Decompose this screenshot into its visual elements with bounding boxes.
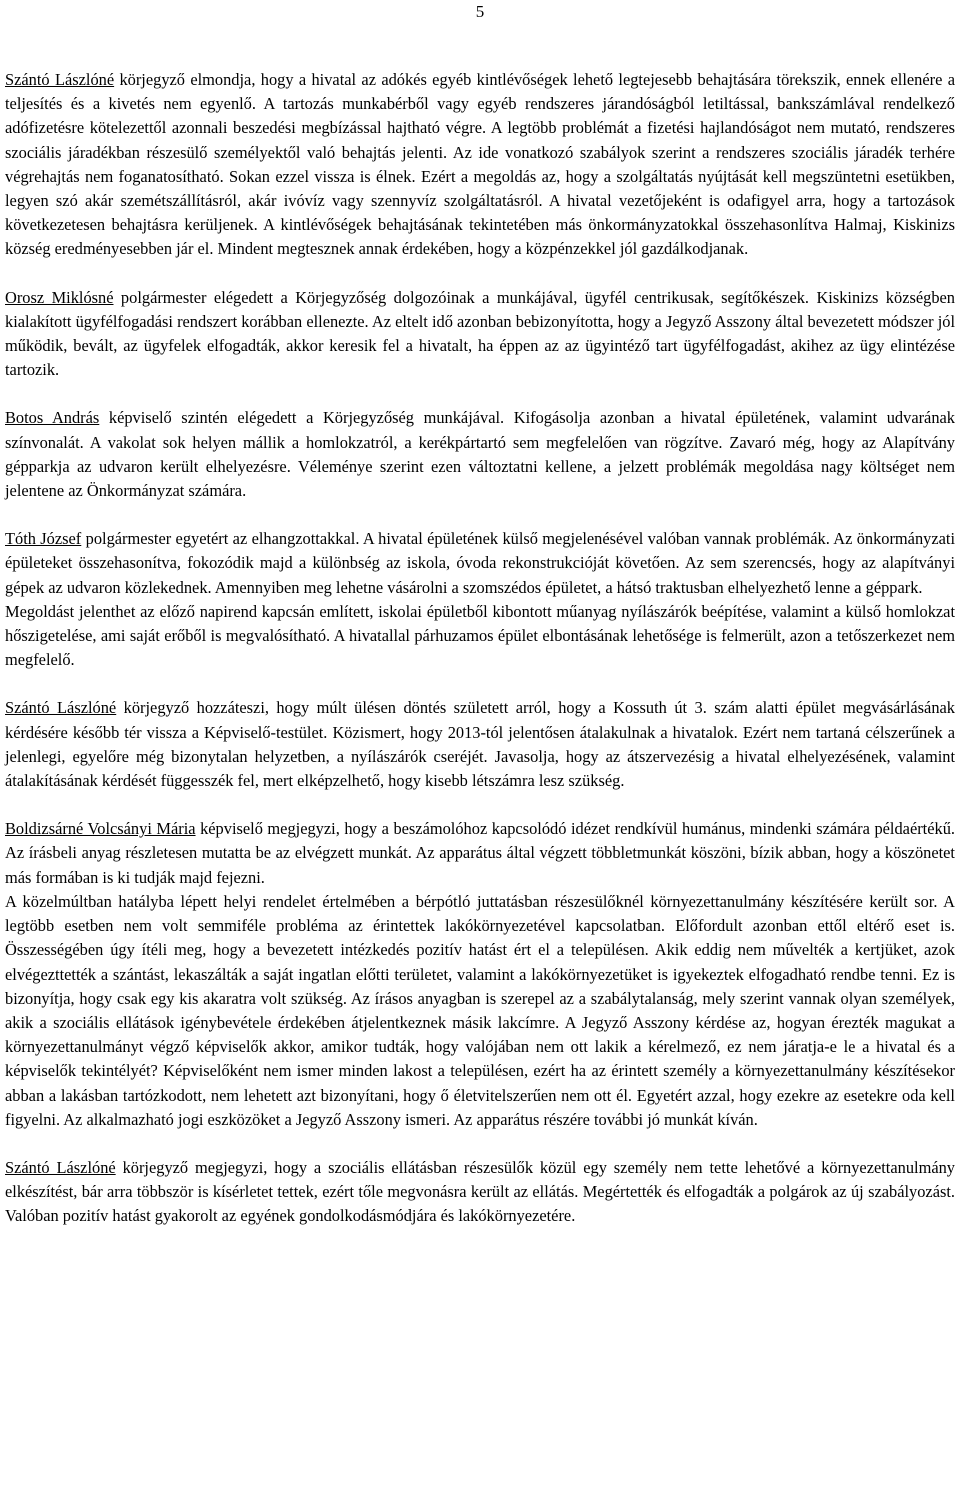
paragraph-6 [5,696,955,793]
paragraph-text: polgármester egyetért az elhangzottakkal. A hivatal épületének külső megjelenésével valóban vannak problémák. Az önkormányzati épületeket összehasonítva, fokozódik majd a különbség az iskola, óvoda rekonstrukcióját követően. Az sem szerencsés, hogy az alapítványi gépek az udvaron közlekednek. Amennyiben meg lehetne vásárolni a szomszédos épületet, a hátsó traktusban elhelyezhető lenne a géppark. [5,529,956,597]
speaker-name: Botos András [5,408,100,428]
paragraph-text: körjegyző elmondja, hogy a hivatal az adókés egyéb kintlévőségek lehető legtejesebb behajtására törekszik, ennek ellenére a teljesítés és a kivetés nem egyenlő. A tartozás munkabérből vagy egyéb rendszeres járandóságból letiltással, bankszámlával rendelkező adófizetésre kötelezettől azonnali beszedési megbízással hajtható végre. A legtöbb problémát a fizetési hajlandóságot nem mutató, rendszeres szociális járadékban részesülő személyektől való behajtás jelenti. Az ide vonatkozó szabályok szerint a rendszeres szociális járadék terhére végrehajtás nem foganatosítható. Sokan ezzel vissza is élnek. Ezért a megoldás az, hogy a szolgáltatás nyújtását kell megszüntetni esetükben, legyen szó akár szemétszállításról, akár ivóvíz vagy szennyvíz szolgáltatásról. A hivatal vezetőjeként is odafigyel arra, hogy a tartozások következetesen behajtásra kerüljenek. A kintlévőségek behajtásának tekintetében más önkormányzatokkal összehasonlítva Halmaj, Kiskinizs község eredményesebben jár el. Mindent megtesznek annak érdekében, hogy a közpénzekkel jól gazdálkodjanak. [5,70,955,259]
paragraph-2 [5,286,955,383]
paragraph-text: körjegyző megjegyzi, hogy a szociális ellátásban részesülők közül egy személy nem tette lehetővé a környezettanulmány elkészítést, bár arra többször is kísérletet tettek, ezért tőle megvonásra került az ellátás. Megértették és elfogadták a polgárok az új szabályozást. Valóban pozitív hatást gyakorolt az egyének gondolkodásmódjára és lakókörnyezetére. [5,1157,955,1226]
speaker-name: Szántó Lászlóné [5,70,115,89]
paragraph-4 [5,527,955,600]
speaker-name: Tóth József [5,529,82,549]
speaker-name: Szántó Lászlóné [5,1157,116,1177]
paragraph-1 [5,68,955,262]
paragraph-3 [5,406,955,503]
paragraph-7 [5,817,955,890]
paragraph-8 [5,890,955,1132]
paragraph-text: A közelmúltban hatályba lépett helyi rendelet értelmében a bérpótló juttatásban részesülőknél környezettanulmány készítésére került sor. A legtöbb esetben nem volt semmiféle probléma az érintettek lakókörnyezetével kapcsolatban. Előfordult azonban ettől eltérő eset is. Összességében úgy ítéli meg, hogy a bevezetett intézkedés pozitív hatást ért el a településen. Akik eddig nem művelték a kertjüket, azok elvégezttették a szántást, lekaszálták a saját ingatlan előtti területet, valamint a lakókörnyezetüket is igyekeztek elfogadható rendbe tenni. Ez is bizonyítja, hogy csak egy kis akaratra volt szükség. Az írásos anyagban is szerepel az a szabálytalanság, mely szerint vannak olyan személyek, akik a szociális ellátások igénybevétele érdekében átjelentkeznek másik lakcímre. A Jegyző Asszony kérdése az, hogyan érezték magukat a környezettanulmányt végző képviselők akkor, amikor tudták, hogy valójában nem ott lakik a kérelmező, ez nem járatja-e le a hivatal és a képviselők tekintélyét? Képviselőként nem ismer minden lakost a településen, ezért ha az érintett személy a környezettanulmány készítésekor abban a lakásban tartózkodott, nem lehetett azt bizonyítani, hogy ő életvitelszerűen nem ott él. Egyetért azzal, hogy ezekre az esetekre oda kell figyelni. Az alkalmazható jogi eszközöket a Jegyző Asszony ismeri. Az apparátus részére további jó munkát kíván. [5,891,955,1129]
page-number: 5 [475,2,485,21]
paragraph-text: körjegyző hozzáteszi, hogy múlt ülésen döntés született arról, hogy a Kossuth út 3. szám alatti épület megvásárlásának kérdésére később tér vissza a Képviselő-testület. Közismert, hogy 2013-tól jelentősen átalakulnak a hivatalok. Ezért nem tartaná célszerűnek a jelenlegi, egyelőre még bizonytalan helyzetben, a nyílászárók cseréjét. Javasolja, hogy az átszervezésig a hivatal elhelyezésének, valamint átalakításának kérdését függesszék fel, mert elképzelhető, hogy kisebb létszámra lesz szükség. [5,698,955,791]
paragraph-text: polgármester elégedett a Körjegyzőség dolgozóinak a munkájával, ügyfél centrikusak, segítőkészek. Kiskinizs községben kialakított ügyfélfogadási rendszert korábban ellenezte. Az eltelt idő azonban bebizonyította, hogy a Jegyző Asszony által bevezetett módszer jól működik, bevált, az ügyfelek elfogadták, akkor keresik fel a hivatalt, ha éppen az az ügyintéző tart ügyfélfogadást, akihez az ügy elintézése tartozik. [5,287,955,380]
paragraph-text: képviselő megjegyzi, hogy a beszámolóhoz kapcsolódó idézet rendkívül humánus, mindenki számára példaértékű. Az írásbeli anyag részletesen mutatta be az elvégzett munkát. Az apparátus által végzett többletmunkát köszöni, bízik abban, hogy a köszönetet más formában is ki tudják majd fejezni. [5,819,955,887]
speaker-name: Szántó Lászlóné [5,698,117,718]
paragraph-5 [5,600,955,673]
speaker-name: Orosz Miklósné [5,287,114,307]
speaker-name: Boldizsárné Volcsányi Mária [5,819,196,839]
paragraph-9 [5,1156,955,1229]
paragraph-text: Megoldást jelenthet az előző napirend kapcsán említett, iskolai épületből kibontott műanyag nyílászárók beépítése, valamint a külső homlokzat hőszigetelése, ami saját erőből is megvalósítható. A hivatallal párhuzamos épület elbontásának lehetősége is felmerült, azon a tetőszerkezet nem megfelelő. [5,601,955,670]
document-body [5,68,955,1253]
paragraph-text: képviselő szintén elégedett a Körjegyzőség munkájával. Kifogásolja azonban a hivatal épületének, valamint udvarának színvonalát. A vakolat sok helyen mállik a homlokzatról, a kerékpártartó sem megfelelően van rögzítve. Zavaró még, hogy az Alapítvány gépparkja az udvaron került elhelyezésre. Véleménye szerint ezen változtatni kellene, a jelzett problémák megoldása nagy költséget nem jelentene az Önkormányzat számára. [5,408,955,501]
